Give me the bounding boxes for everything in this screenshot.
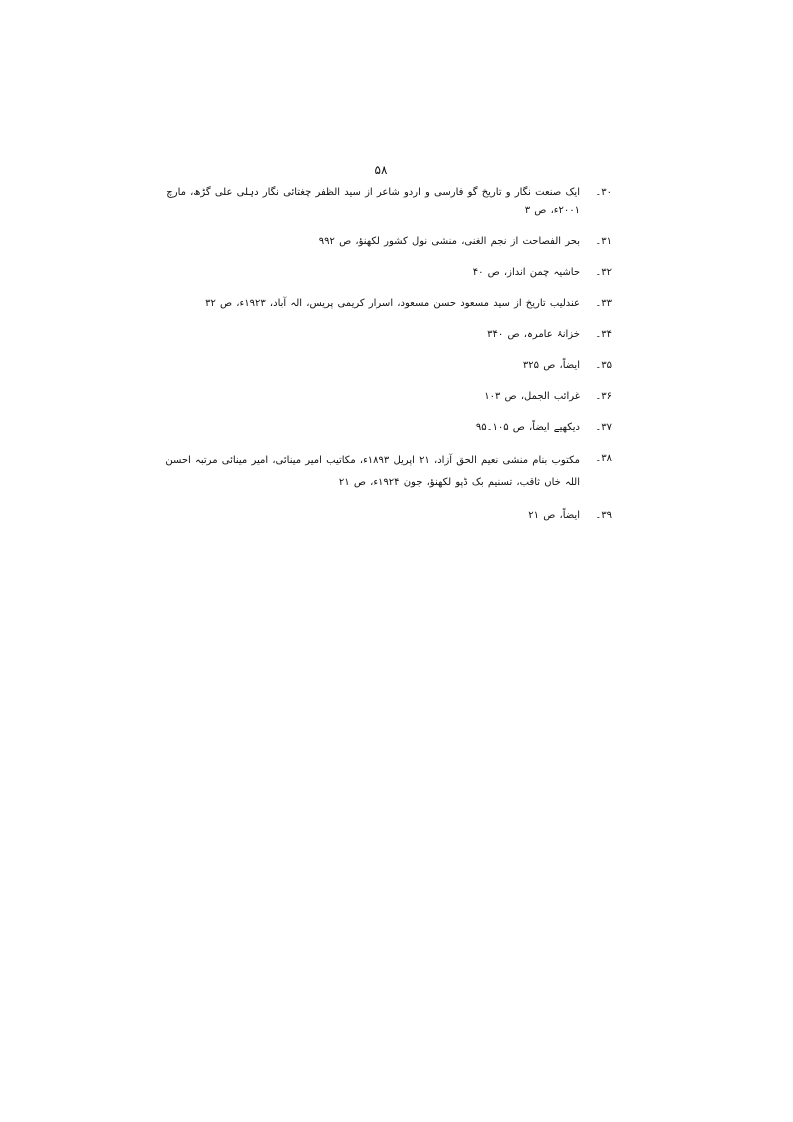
footnote-text: عندلیب تاریخ از سید مسعود حسن مسعود، اسرار کریمی پریس، الہ آباد، ۱۹۲۳ء، ص ۳۲ <box>205 298 580 309</box>
footnote-38 <box>150 450 612 494</box>
footnote-31 <box>150 233 612 251</box>
footnote-text: حاشیہ چمن انداز، ص ۴۰ <box>472 267 580 278</box>
footnote-number: ۳۲۔ <box>595 267 612 278</box>
footnote-number: ۳۴۔ <box>595 329 612 340</box>
footnote-37 <box>150 419 612 437</box>
footnote-text: ایک صنعت نگار و تاریخ گو فارسی و اردو شاعر از سید الظفر چغتائی نگار دہلی علی گڑھ، مارچ ۲۰۰۱ء، ص ۳ <box>166 187 580 216</box>
footnotes-list <box>150 184 612 538</box>
footnote-number: ۳۶۔ <box>595 391 612 402</box>
footnote-number: ۳۰۔ <box>595 187 612 198</box>
footnote-number: ۳۵۔ <box>595 360 612 371</box>
footnote-text: مکتوب بنام منشی نعیم الحق آزاد، ۲۱ اپریل ۱۸۹۳ء، مکاتیب امیر مینائی، امیر مینائی مرتبہ احسن اللہ خاں ثاقب، تسنیم بک ڈپو لکھنؤ، جون ۱۹۲۴ء، ص ۲۱ <box>165 455 580 488</box>
footnote-text: دیکھیے ایضاً، ص ۱۰۵۔۹۵ <box>475 422 580 433</box>
footnote-39 <box>150 507 612 525</box>
footnote-number: ۳۳۔ <box>595 298 612 309</box>
page-number: ۵۸ <box>374 163 388 177</box>
footnote-text: ایضاً، ص ۳۲۵ <box>522 360 580 371</box>
footnote-number: ۳۹۔ <box>595 510 612 521</box>
footnote-35 <box>150 357 612 375</box>
footnote-number: ۳۸۔ <box>595 453 612 464</box>
footnote-30 <box>150 184 612 220</box>
footnote-33 <box>150 295 612 313</box>
footnote-34 <box>150 326 612 344</box>
footnote-32 <box>150 264 612 282</box>
footnote-text: خزانۂ عامرہ، ص ۳۴۰ <box>487 329 580 340</box>
footnote-text: بحر الفصاحت از نجم الغنی، منشی نول کشور لکھنؤ، ص ۹۹۲ <box>318 236 580 247</box>
footnote-number: ۳۱۔ <box>595 236 612 247</box>
footnote-36 <box>150 388 612 406</box>
footnote-number: ۳۷۔ <box>595 422 612 433</box>
footnote-text: غرائب الجمل، ص ۱۰۳ <box>484 391 580 402</box>
footnote-text: ایضاً، ص ۲۱ <box>528 510 580 521</box>
